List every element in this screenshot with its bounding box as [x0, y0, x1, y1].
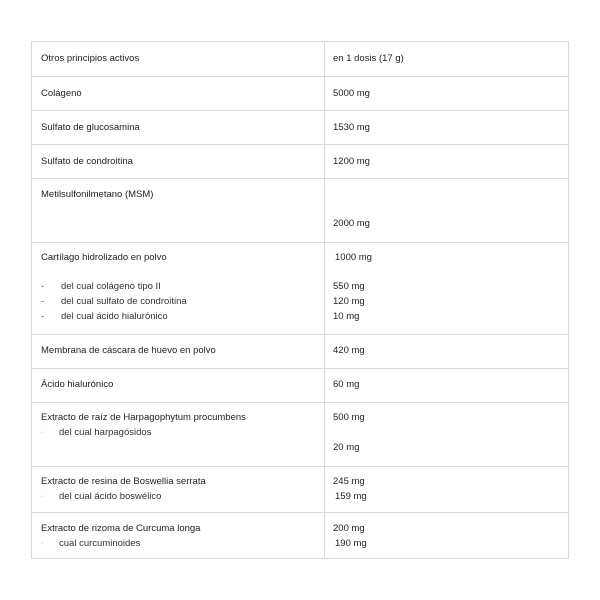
sub-ingredient-amount: 550 mg: [333, 281, 365, 292]
header-dose: en 1 dosis (17 g): [333, 53, 404, 64]
ingredient-name: Ácido hialurónico: [41, 379, 114, 390]
ingredient-amount: 245 mg: [333, 476, 365, 487]
table-row: [32, 368, 568, 402]
table-row: [32, 466, 568, 512]
sub-ingredient-name: del cual colágeno tipo II: [61, 281, 161, 292]
ingredient-name: Cartílago hidrolizado en polvo: [41, 252, 167, 263]
table-row: [32, 144, 568, 178]
table-header-row: [32, 42, 568, 76]
table-row: [32, 402, 568, 466]
sub-ingredient-amount: 20 mg: [333, 442, 360, 453]
ingredient-name: Colágeno: [41, 88, 82, 99]
sub-marker: ·: [41, 540, 44, 547]
ingredient-amount: 1000 mg: [335, 252, 372, 263]
ingredient-amount: 60 mg: [333, 379, 360, 390]
ingredient-amount: 500 mg: [333, 412, 365, 423]
sub-ingredient-name: del cual ácido hialurónico: [61, 311, 168, 322]
table-row: [32, 110, 568, 144]
ingredient-name: Sulfato de condroitina: [41, 156, 133, 167]
ingredient-amount: 1530 mg: [333, 122, 370, 133]
table-row: [32, 334, 568, 368]
ingredient-name: Extracto de resina de Boswellia serrata: [41, 476, 206, 487]
sub-ingredient-name: cual curcuminoides: [59, 538, 141, 549]
sub-ingredient-name: del cual sulfato de condroitina: [61, 296, 187, 307]
sub-marker: -: [41, 281, 45, 292]
ingredient-name: Membrana de cáscara de huevo en polvo: [41, 345, 216, 356]
sub-marker: ·: [41, 493, 44, 500]
nutrition-table: [31, 41, 569, 559]
ingredient-amount: 200 mg: [333, 523, 365, 534]
ingredient-name: Sulfato de glucosamina: [41, 122, 140, 133]
ingredient-amount: 2000 mg: [333, 218, 370, 229]
table-row: [32, 512, 568, 560]
ingredient-amount: 1200 mg: [333, 156, 370, 167]
table-row: [32, 178, 568, 242]
sub-ingredient-name: del cual ácido boswélico: [59, 491, 162, 502]
ingredient-name: Extracto de rizoma de Curcuma longa: [41, 523, 201, 534]
ingredient-name: Metilsulfonilmetano (MSM): [41, 189, 154, 200]
table-row: [32, 76, 568, 110]
sub-marker: -: [41, 311, 45, 322]
header-principles: Otros principios activos: [41, 53, 140, 64]
sub-ingredient-amount: 190 mg: [335, 538, 367, 549]
table-row: [32, 242, 568, 334]
sub-marker: -: [41, 296, 45, 307]
sub-ingredient-name: del cual harpagósidos: [59, 427, 152, 438]
ingredient-amount: 5000 mg: [333, 88, 370, 99]
sub-marker: ·: [41, 429, 44, 436]
sub-ingredient-amount: 120 mg: [333, 296, 365, 307]
sub-ingredient-amount: 10 mg: [333, 311, 360, 322]
sub-ingredient-amount: 159 mg: [335, 491, 367, 502]
ingredient-amount: 420 mg: [333, 345, 365, 356]
ingredient-name: Extracto de raíz de Harpagophytum procumbens: [41, 412, 246, 423]
